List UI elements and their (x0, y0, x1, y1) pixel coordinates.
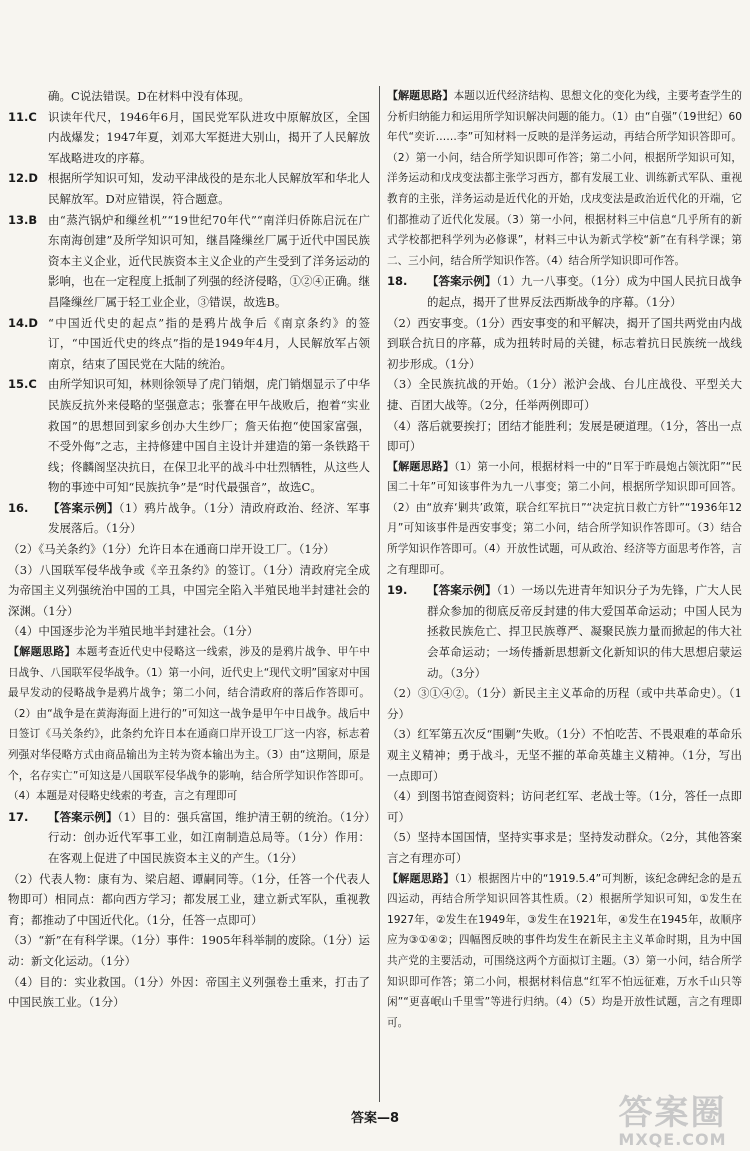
question-number: 12.D (8, 171, 38, 186)
question-19 (387, 580, 742, 683)
answer-part-3: （3）“新”在有科学课。（1分）事件：1905年科举制的废除。（1分）运动：新文化运动。（1分） (8, 933, 370, 968)
answer-part-2: （2）《马关条约》（1分）允许日本在通商口岸开设工厂。（1分） (8, 542, 335, 557)
question-number: 14.D (8, 315, 38, 330)
answer-part-1: （1）一场以先进青年知识分子为先锋，广大人民群众参加的彻底反帝反封建的伟大爱国革命运动；中国人民为拯救民族危亡、捍卫民族尊严、凝聚民族力量而掀起的伟大社会革命运动；一场传播新思想新文化新知识的伟大思想启蒙运动。（3分） (427, 583, 742, 680)
right-column (387, 86, 742, 1033)
solution-text: 本题以近代经济结构、思想文化的变化为线，主要考查学生的分析归纳能力和运用所学知识解决问题的能力。（1）由“自强”（19世纪）60年代“奕䜣……李”可知材料一反映的是洋务运动，再结合所学知识答即可。（2）第一小问，结合所学知识即可作答；第二小问，根据所学知识可知，洋务运动和戊戌变法都主张学习西方，都有发展工业、训练新式军队、重视教育的主张，洋务运动是近代化的开始，戊戌变法是政治近代化的开端，它们都推动了近代化发展。（3）第一小问，根据材料三中信息“几乎所有的新式学校都把科学列为必修课”，材料三中认为新式学校“新”在有科学课；第二、三小问，结合所学知识作答。（4）结合所学知识即可作答。 (387, 90, 743, 267)
question-17 (8, 807, 370, 869)
page-number: 答案—8 (350, 1111, 400, 1126)
solution-label: 【解题思路】 (387, 89, 454, 102)
answer-example-label: 【答案示例】 (48, 500, 119, 515)
answer-part-4: （4）目的：实业救国。（1分）外因：帝国主义列强卷土重来，打击了中国民族工业。（1分） (8, 974, 370, 1010)
answer-example-label: 【答案示例】 (48, 809, 118, 824)
question-15 (8, 374, 370, 498)
answer-part-4: （4）中国逐步沦为半殖民地半封建社会。（1分） (8, 624, 259, 639)
question-text: 由“蒸汽锅炉和缫丝机”“19世纪70年代”“南洋归侨陈启沅在广东南海创建”及所学知识可知，继昌隆缫丝厂属于近代中国民族资本主义企业，近代民族资本主义企业的产生受到了洋务运动的影响，也在一定程度上抵制了列强的经济侵略，①②④正确。继昌隆缫丝厂属于轻工业企业，③错误，故选B。 (48, 212, 370, 309)
answer-example-label: 【答案示例】 (427, 274, 497, 289)
answer-part-3: （3）八国联军侵华战争或《辛丑条约》的签订。（1分）清政府完全成为帝国主义列强统治中国的工具，中国完全陷入半殖民地半封建社会的深渊。（1分） (8, 562, 370, 618)
answer-part-3: （3）全民族抗战的开始。（1分）淞沪会战、台儿庄战役、平型关大捷、百团大战等。（2分，任举两例即可） (387, 377, 742, 412)
answer-part-2: （2）西安事变。（1分）西安事变的和平解决，揭开了国共两党由内战到联合抗日的序幕，成为扭转时局的关键，标志着抗日民族统一战线初步形成。（1分） (387, 315, 742, 371)
solution-label: 【解题思路】 (387, 871, 455, 885)
question-number: 13.B (8, 212, 38, 227)
question-11 (8, 107, 370, 169)
solution-approach-q17 (387, 86, 742, 271)
question-number: 16. (8, 500, 29, 515)
column-divider (379, 86, 380, 1102)
answer-part-2: （2）③①④②。（1分）新民主主义革命的历程（或中共革命史）。（1分） (387, 686, 742, 721)
watermark-url: MXQE.COM (618, 1130, 727, 1149)
site-watermark (600, 1095, 745, 1149)
answer-part-4: （4）到图书馆查阅资料；访问老红军、老战士等。（1分，答任一点即可） (387, 789, 742, 824)
question-number: 15.C (8, 377, 37, 392)
question-text: 识读年代尺，1946年6月，国民党军队进攻中原解放区，全国内战爆发；1947年夏，刘邓大军挺进大别山，揭开了人民解放军战略进攻的序幕。 (48, 109, 370, 165)
solution-text: 本题考查近代史中侵略这一线索，涉及的是鸦片战争、甲午中日战争、八国联军侵华战争。（1）第一小问，近代史上“现代文明”国家对中国最早发动的侵略战争是鸦片战争；第二小问，结合清政府的落后作答即可。（2）由“战争是在黄海海面上进行的”可知这一战争是甲午中日战争。战后中日签订《马关条约》，此条约允许日本在通商口岸开设工厂这一内容，标志着列强对华侵略方式由商品输出为主转为资本输出为主。（3）由“这期间，原是个，名存实亡”可知这是八国联军侵华战争的影响，结合所学知识作答即可。（4）本题是对侵略史线索的考查，言之有理即可 (8, 646, 371, 803)
solution-approach (387, 869, 742, 1034)
question-text: 由所学知识可知，林则徐领导了虎门销烟，虎门销烟显示了中华民族反抗外来侵略的坚强意志；张謇在甲午战败后，抱着“实业救国”的思想回到家乡创办大生纱厂；詹天佑抱“使国家富强，不受外侮”之志，主持修建中国自主设计并建造的第一条铁路干线；佟麟阁坚决抗日，在保卫北平的战斗中壮烈牺牲，从这些人物的事迹中可知“民族抗争”是“时代最强音”，故选C。 (48, 377, 370, 495)
question-text: 根据所学知识可知，发动平津战役的是东北人民解放军和华北人民解放军。D对应错误，符合题意。 (48, 171, 370, 206)
answer-part-1: （1）九一八事变。（1分）成为中国人民抗日战争的起点，揭开了世界反法西斯战争的序幕。（1分） (427, 274, 742, 309)
answer-part-5: （5）坚持本国国情，坚持实事求是；坚持发动群众。（2分，其他答案言之有理亦可） (387, 830, 742, 865)
question-number: 18. (387, 274, 408, 289)
answer-part-2: （2）代表人物：康有为、梁启超、谭嗣同等。（1分，任答一个代表人物即可）相同点：都向西方学习；都发展工业，建立新式军队，重视教育；都推动了中国近代化。（1分，任答一点即可） (8, 871, 370, 927)
watermark-logo-text: 答案圈 (618, 1093, 727, 1133)
question-12 (8, 168, 370, 209)
solution-text: （1）根据图片中的“1919.5.4”可判断，该纪念碑纪念的是五四运动，再结合所学知识回答其性质。（2）根据所学知识可知，①发生在1927年，②发生在1949年，③发生在1921年，④发生在1945年，故顺序应为③①④②；四幅图反映的事件均发生在新民主主义革命时期，且为中国共产党的主要活动，可围绕这两个方面拟订主题。（3）第一小问，结合所学知识即可作答；第二小问，根据材料信息“红军不怕远征难，万水千山只等闲”“更喜岷山千里雪”等进行归纳。（4）（5）均是开放性试题，言之有理即可。 (387, 872, 743, 1029)
question-16 (8, 498, 370, 539)
question-13 (8, 210, 370, 313)
answer-part-1: （1）目的：强兵富国，维护清王朝的统治。（1分）行动：创办近代军事工业，如江南制造总局等。（1分）作用：在客观上促进了中国民族资本主义的产生。（1分） (48, 809, 370, 865)
question-number: 19. (387, 583, 408, 598)
solution-approach (8, 642, 370, 807)
q10-tail: 确。C说法错误。D在材料中没有体现。 (48, 89, 251, 103)
answer-example-label: 【答案示例】 (427, 583, 497, 598)
question-text: “中国近代史的起点”指的是鸦片战争后《南京条约》的签订，“中国近代史的终点”指的是1949年4月，人民解放军占领南京，结束了国民党在大陆的统治。 (48, 315, 370, 371)
question-18 (387, 271, 742, 312)
left-column (8, 86, 370, 1013)
question-14 (8, 313, 370, 375)
answer-part-1: （1）鸦片战争。（1分）清政府政治、经济、军事发展落后。（1分） (48, 500, 370, 536)
answer-part-3: （3）红军第五次反“围剿”失败。（1分）不怕吃苦、不畏艰难的革命乐观主义精神；勇于战斗，无坚不摧的革命英雄主义精神。（1分，写出一点即可） (387, 727, 742, 783)
question-number: 11.C (8, 109, 37, 124)
solution-text: （1）第一小问，根据材料一中的“日军于昨晨炮占领沈阳”“民国二十年”可知该事件为九一八事变；第二小问，根据所学知识即可回答。（2）由“放弃‘剿共’政策，联合红军抗日”“决定抗日救亡方针”“1936年12月”可知该事件是西安事变；第二小问，结合所学知识作答即可。（3）结合所学知识作答即可。（4）开放性试题，可从政治、经济等方面思考作答，言之有理即可。 (387, 460, 743, 576)
answer-part-4: （4）落后就要挨打；团结才能胜利；发展是硬道理。（1分，答出一点即可） (387, 418, 742, 454)
solution-approach (387, 457, 742, 581)
solution-label: 【解题思路】 (387, 459, 455, 473)
solution-label: 【解题思路】 (8, 645, 76, 659)
question-number: 17. (8, 809, 29, 824)
